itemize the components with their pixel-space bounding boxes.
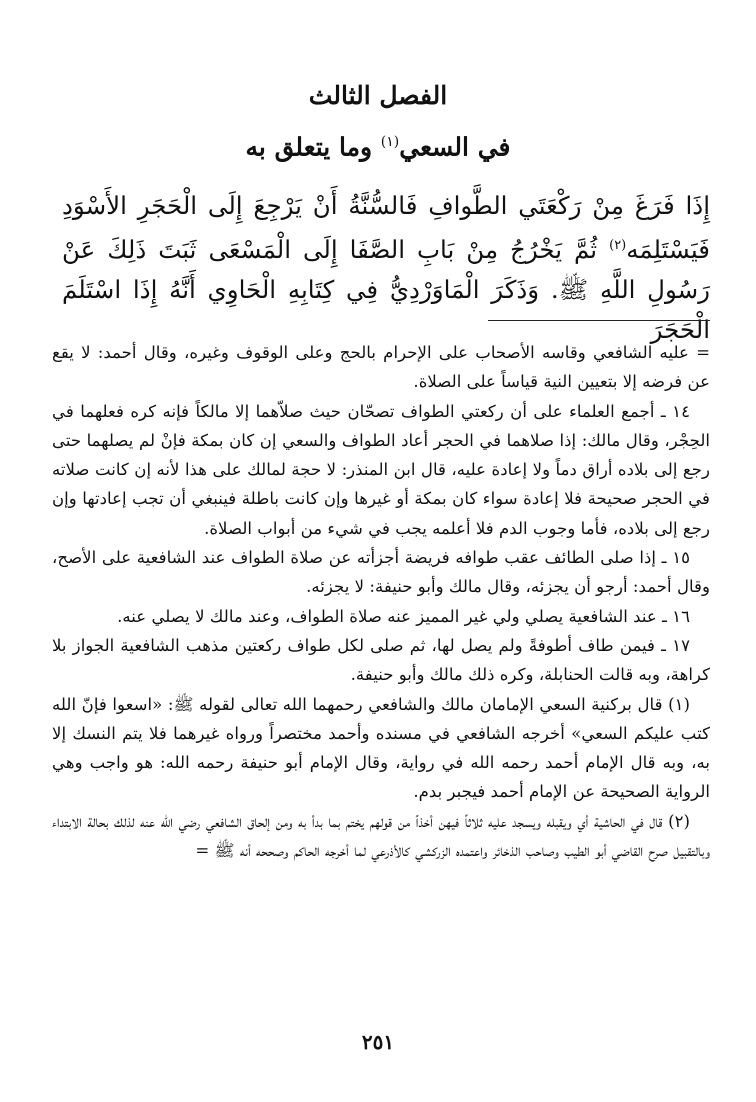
subtitle-rest: وما يتعلق به: [245, 132, 373, 162]
subtitle-text: في السعي: [399, 132, 511, 162]
page-number: ٢٥١: [361, 1030, 395, 1054]
note-14: ١٤ ـ أجمع العلماء على أن ركعتي الطواف تصحّان حيث صلاّهما إلا مالكاً فإنه كره فعلهما في الحِجْر، وقال مالك: إذا صلاهما في الحجر أعاد الطواف والسعي إن كان بمكة فإنْ لم يصلهما حتى رجع إلى بلاده أراق دماً ولا إعادة عليه، قال ابن المنذر: لا حجة لمالك على هذا لأنه إن كانت صلاته في الحجر صحيحة فلا إعادة سواء كان بمكة أو غيرها وإن كانت باطلة فينبغي أن تجب إعادتها وإن رجع إلى بلاده، فأما وجوب الدم فلا أعلمه يجب في شيء من أبواب الصلاة.: [52, 401, 710, 538]
footnotes: [52, 338, 710, 865]
footnote-2: (٢) قال في الحاشية أي ويقبله ويسجد عليه ثلاثاً فيهن أخذاً من قولهم يختم بما بدأ به ومن إلحاق الشافعي رضي الله عنه لذلك بحالة الابتداء وبالتقبيل صرح القاضي أبو الطيب وصاحب الذخائر واعتمده الزركشي كالأذرعي لما أخرجه الحاكم وصححه أنه ﷺ =: [52, 811, 710, 861]
note-16: ١٦ ـ عند الشافعية يصلي ولي غير المميز عنه صلاة الطواف، وعند مالك لا يصلي عنه.: [117, 606, 690, 626]
note-15: ١٥ ـ إذا صلى الطائف عقب طوافه فريضة أجزأته عن صلاة الطواف عند الشافعية على الأصح، وقال أحمد: أرجو أن يجزئه، وقال مالك وأبو حنيفة: لا يجزئه.: [52, 548, 710, 597]
footnote-1: (١) قال بركنية السعي الإمامان مالك والشافعي رحمهما الله تعالى لقوله ﷺ: «اسعوا فإنّ الله كتب عليكم السعي» أخرجه الشافعي في مسنده وأحمد مختصراً ورواه غيرهما فلا يتم النسك إلا به، وبه قال الإمام أحمد رحمه الله في رواية، وقال الإمام أبو حنيفة رحمه الله: هو واجب وهي الرواية الصحيحة عن الإمام أحمد فيجبر بدم.: [52, 694, 710, 802]
chapter-title: الفصل الثالث: [308, 81, 448, 110]
footnote-divider: [488, 320, 710, 321]
note-continued: = عليه الشافعي وقاسه الأصحاب على الإحرام بالحج وعلى الوقوف وغيره، وقال أحمد: لا يقع عن فرضه إلا بتعيين النية قياساً على الصلاة.: [52, 343, 710, 392]
footnote-ref-2: (٢): [609, 238, 627, 253]
note-17: ١٧ ـ فيمن طاف أطوفةً ولم يصل لها، ثم صلى لكل طواف ركعتين مذهب الشافعية الجواز بلا كراهة، وبه قالت الحنابلة، وكره ذلك مالك وأبو حنيفة.: [52, 635, 710, 685]
main-text-part2: ثُمَّ يَخْرُجُ مِنْ بَابِ الصَّفَا إِلَى الْمَسْعَى ثَبَتَ ذَلِكَ عَنْ رَسُولِ اللَّهِ ﷺ. وَذَكَرَ الْمَاوَرْدِيُّ فِي كِتَابِهِ الْحَاوِي أَنَّهُ إِذَا اسْتَلَمَ الْحَجَرَ: [62, 235, 710, 345]
main-text-part1: إِذَا فَرَغَ مِنْ رَكْعَتَي الطَّوافِ فَالسُّنَّةُ أَنْ يَرْجِعَ إِلَى الْحَجَرِ الأَسْوَدِ فَيَسْتَلِمَه: [62, 191, 711, 265]
section-subtitle: [0, 124, 756, 165]
main-text: [62, 186, 710, 350]
subtitle-note-ref: (١): [380, 134, 400, 150]
